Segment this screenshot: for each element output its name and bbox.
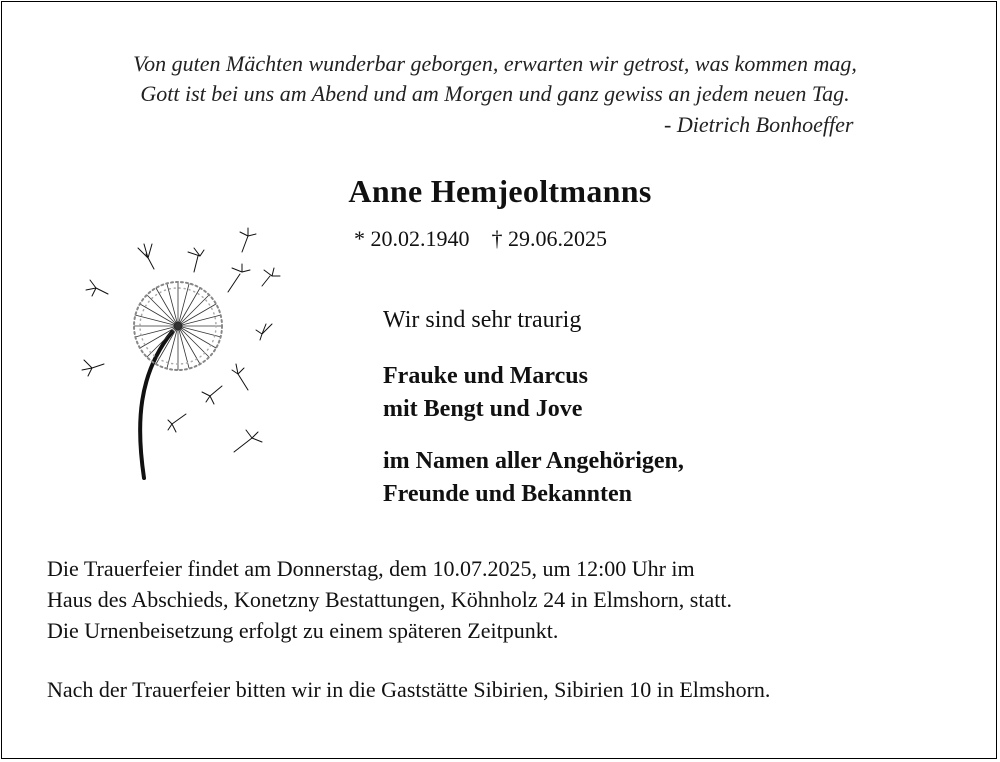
mourners-line-4: Freunde und Bekannten xyxy=(383,481,632,507)
funeral-info-line-3: Die Urnenbeisetzung erfolgt zu einem späteren Zeitpunkt. xyxy=(47,618,559,643)
reception-info: Nach der Trauerfeier bitten wir in die Gaststätte Sibirien, Sibirien 10 in Elmshorn. xyxy=(47,677,771,702)
life-dates xyxy=(354,226,629,252)
funeral-info-line-1: Die Trauerfeier findet am Donnerstag, dem 10.07.2025, um 12:00 Uhr im xyxy=(47,556,695,581)
quote-line-2: Gott ist bei uns am Abend und am Morgen und ganz gewiss an jedem neuen Tag. xyxy=(140,81,850,106)
dandelion-icon xyxy=(76,224,296,484)
quote-line-1: Von guten Mächten wunderbar geborgen, erwarten wir getrost, was kommen mag, xyxy=(133,51,857,76)
death-date: † 29.06.2025 xyxy=(491,226,607,251)
mourning-intro: Wir sind sehr traurig xyxy=(383,307,582,333)
funeral-info-line-2: Haus des Abschieds, Konetzny Bestattungen, Köhnholz 24 in Elmshorn, statt. xyxy=(47,587,732,612)
birth-date: * 20.02.1940 xyxy=(354,226,470,251)
mourners-line-3: im Namen aller Angehörigen, xyxy=(383,448,684,474)
mourners-line-1: Frauke und Marcus xyxy=(383,363,588,389)
mourners-line-2: mit Bengt und Jove xyxy=(383,396,583,422)
deceased-name: Anne Hemjeoltmanns xyxy=(348,173,652,209)
quote-author: - Dietrich Bonhoeffer xyxy=(664,112,854,137)
